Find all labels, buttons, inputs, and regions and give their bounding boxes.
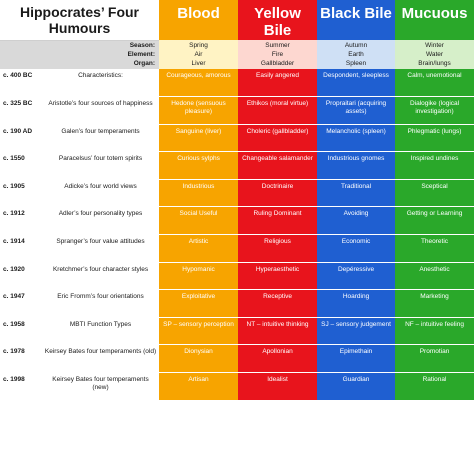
cell-blood: Artistic (159, 235, 238, 263)
row-system: Spranger’s four value attitudes (42, 235, 159, 263)
cell-black-bile: Epimethain (317, 345, 395, 373)
cell-blood: Curious sylphs (159, 152, 238, 180)
row-system: Galen’s four temperaments (42, 124, 159, 152)
row-system: Adler’s four personality types (42, 207, 159, 235)
table-row (0, 235, 474, 263)
row-date: c. 1947 (0, 290, 42, 318)
row-system: Keirsey Bates four temperaments (old) (42, 345, 159, 373)
table-row (0, 373, 474, 401)
cell-blood: Industrious (159, 179, 238, 207)
row-date: c. 1550 (0, 152, 42, 180)
cell-blood: Social Useful (159, 207, 238, 235)
table-row (0, 69, 474, 97)
row-date: c. 325 BC (0, 97, 42, 125)
cell-yellow-bile: Changeable salamander (238, 152, 317, 180)
cell-black-bile: Industrious gnomes (317, 152, 395, 180)
cell-blood: Sanguine (liver) (159, 124, 238, 152)
cell-mucuous: Theoretic (395, 235, 474, 263)
season-value: Spring (189, 42, 208, 49)
table-row (0, 179, 474, 207)
row-date: c. 1920 (0, 262, 42, 290)
properties-yellow-bile (238, 40, 317, 69)
cell-yellow-bile: Hyperaesthetic (238, 262, 317, 290)
cell-black-bile: Propraitari (acquiring assets) (317, 97, 395, 125)
row-date: c. 1914 (0, 235, 42, 263)
row-system: Aristotle’s four sources of happiness (42, 97, 159, 125)
cell-mucuous: Calm, unemotional (395, 69, 474, 97)
row-system: Paracelsus’ four totem spirits (42, 152, 159, 180)
table-row (0, 207, 474, 235)
row-date: c. 1978 (0, 345, 42, 373)
row-date: c. 1958 (0, 317, 42, 345)
cell-yellow-bile: NT – intuitive thinking (238, 317, 317, 345)
cell-black-bile: Avoiding (317, 207, 395, 235)
cell-blood: Hypomanic (159, 262, 238, 290)
row-system: MBTI Function Types (42, 317, 159, 345)
cell-blood: Exploitative (159, 290, 238, 318)
cell-yellow-bile: Idealist (238, 373, 317, 401)
cell-black-bile: Melancholic (spleen) (317, 124, 395, 152)
row-system: Keirsey Bates four temperaments (new) (42, 373, 159, 401)
element-label: Element: (127, 51, 156, 59)
cell-yellow-bile: Ruling Dominant (238, 207, 317, 235)
season-value: Winter (425, 42, 444, 49)
cell-mucuous: Rational (395, 373, 474, 401)
row-system: Eric Fromm’s four orientations (42, 290, 159, 318)
cell-blood: Artisan (159, 373, 238, 401)
properties-mucuous (395, 40, 474, 69)
cell-black-bile: Despondent, sleepless (317, 69, 395, 97)
cell-blood: SP – sensory perception (159, 317, 238, 345)
cell-mucuous: Getting or Learning (395, 207, 474, 235)
table-row (0, 262, 474, 290)
organ-label: Organ: (133, 60, 156, 68)
cell-black-bile: Guardian (317, 373, 395, 401)
element-value: Earth (348, 51, 364, 58)
row-system: Characteristics: (42, 69, 159, 97)
row-date: c. 1905 (0, 179, 42, 207)
organ-value: Brain/lungs (418, 60, 451, 67)
season-value: Autumn (344, 42, 368, 49)
humour-header-black-bile: Black Bile (317, 0, 395, 40)
table-row (0, 97, 474, 125)
row-date: c. 190 AD (0, 124, 42, 152)
row-date: c. 400 BC (0, 69, 42, 97)
cell-yellow-bile: Receptive (238, 290, 317, 318)
table-row (0, 124, 474, 152)
organ-value: Gallbladder (260, 60, 295, 67)
cell-yellow-bile: Doctrinaire (238, 179, 317, 207)
cell-yellow-bile: Choleric (gallbladder) (238, 124, 317, 152)
organ-value: Spleen (345, 60, 367, 67)
cell-mucuous: Dialogike (logical investigation) (395, 97, 474, 125)
row-date: c. 1912 (0, 207, 42, 235)
header-row (0, 0, 474, 40)
row-system: Adicke’s four world views (42, 179, 159, 207)
cell-blood: Courageous, amorous (159, 69, 238, 97)
row-system: Kretchmer’s four character styles (42, 262, 159, 290)
cell-yellow-bile: Easily angered (238, 69, 317, 97)
table-row (0, 152, 474, 180)
cell-mucuous: Anesthetic (395, 262, 474, 290)
table-row (0, 290, 474, 318)
cell-blood: Hedone (sensuous pleasure) (159, 97, 238, 125)
row-date: c. 1998 (0, 373, 42, 401)
cell-mucuous: Promotian (395, 345, 474, 373)
element-value: Air (194, 51, 203, 58)
element-value: Water (425, 51, 444, 58)
cell-black-bile: Traditional (317, 179, 395, 207)
humour-header-yellow-bile: Yellow Bile (238, 0, 317, 40)
season-value: Summer (265, 42, 290, 49)
season-label: Season: (129, 42, 156, 50)
properties-row (0, 40, 474, 69)
cell-black-bile: Depéressive (317, 262, 395, 290)
cell-yellow-bile: Religious (238, 235, 317, 263)
cell-mucuous: Sceptical (395, 179, 474, 207)
cell-mucuous: Inspired undines (395, 152, 474, 180)
cell-mucuous: NF – intuitive feeling (395, 317, 474, 345)
humour-header-mucuous: Mucuous (395, 0, 474, 40)
table-row (0, 345, 474, 373)
properties-labels (0, 40, 159, 69)
cell-mucuous: Marketing (395, 290, 474, 318)
table-title: Hippocrates’ Four Humours (0, 0, 159, 40)
properties-blood (159, 40, 238, 69)
cell-mucuous: Phlegmatic (lungs) (395, 124, 474, 152)
cell-yellow-bile: Apollonian (238, 345, 317, 373)
cell-black-bile: Economic (317, 235, 395, 263)
properties-black-bile (317, 40, 395, 69)
cell-blood: Dionysian (159, 345, 238, 373)
humour-header-blood: Blood (159, 0, 238, 40)
cell-black-bile: Hoarding (317, 290, 395, 318)
organ-value: Liver (191, 60, 206, 67)
cell-black-bile: SJ – sensory judgement (317, 317, 395, 345)
cell-yellow-bile: Ethikos (moral virtue) (238, 97, 317, 125)
table-row (0, 317, 474, 345)
element-value: Fire (271, 51, 284, 58)
